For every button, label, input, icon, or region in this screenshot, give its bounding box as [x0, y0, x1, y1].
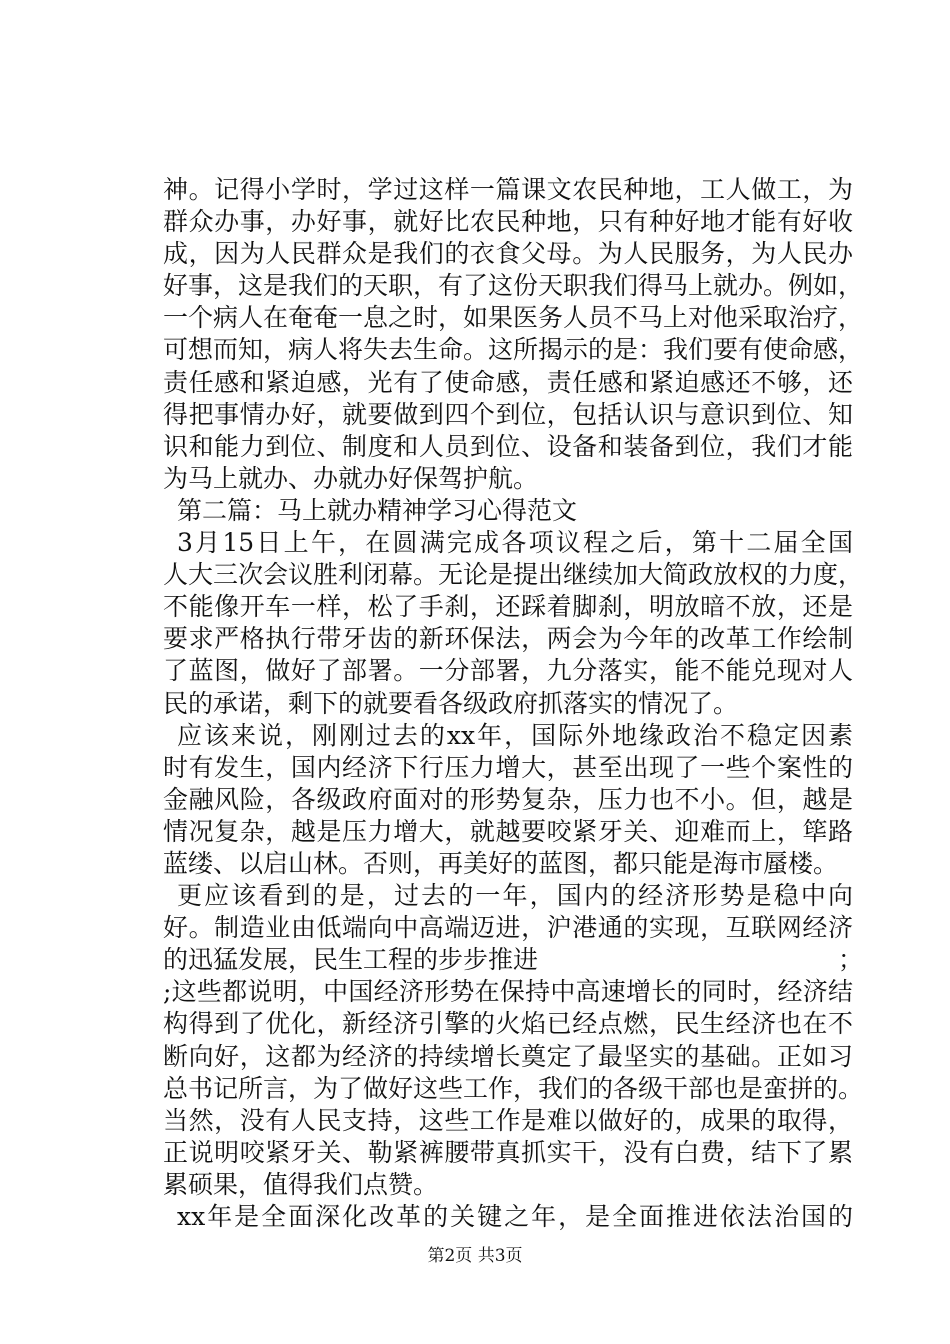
- text-line: 当然，没有人民支持，这些工作是难以做好的，成果的取得，: [163, 1105, 853, 1135]
- text-line: 的迅猛发展，民生工程的步步推进 ；: [163, 945, 864, 975]
- text-line: 正说明咬紧牙关、勒紧裤腰带真抓实干，没有白费，结下了累: [163, 1137, 853, 1167]
- text-line: 时有发生，国内经济下行压力增大，甚至出现了一些个案性的: [163, 752, 853, 782]
- text-line: 更应该看到的是，过去的一年，国内的经济形势是稳中向: [177, 881, 853, 911]
- text-line: xx年是全面深化改革的关键之年，是全面推进依法治国的: [177, 1202, 853, 1231]
- text-line: 人大三次会议胜利闭幕。无论是提出继续加大简政放权的力度，: [163, 560, 864, 590]
- text-line: 一个病人在奄奄一息之时，如果医务人员不马上对他采取治疗，: [163, 303, 864, 333]
- text-line: 3月15日上午，在圆满完成各项议程之后，第十二届全国: [177, 528, 853, 558]
- text-line: 为马上就办、办就办好保驾护航。: [163, 463, 539, 493]
- text-line: 民的承诺，剩下的就要看各级政府抓落实的情况了。: [163, 688, 739, 718]
- text-line: 了蓝图，做好了部署。一分部署，九分落实，能不能兑现对人: [163, 656, 853, 686]
- text-line: 蓝缕、以启山林。否则，再美好的蓝图，都只能是海市蜃楼。: [163, 848, 839, 878]
- text-line: 责任感和紧迫感，光有了使命感，责任感和紧迫感还不够，还: [163, 367, 853, 397]
- text-line: 可想而知，病人将失去生命。这所揭示的是：我们要有使命感，: [163, 335, 864, 365]
- text-line: 神。记得小学时，学过这样一篇课文农民种地，工人做工，为: [163, 175, 853, 204]
- text-line: ;这些都说明，中国经济形势在保持中高速增长的同时，经济结: [163, 977, 853, 1007]
- text-line: 要求严格执行带牙齿的新环保法，两会为今年的改革工作绘制: [163, 624, 853, 654]
- text-line: 好。制造业由低端向中高端迈进，沪港通的实现，互联网经济: [163, 913, 853, 943]
- text-line: 群众办事，办好事，就好比农民种地，只有种好地才能有好收: [163, 207, 853, 237]
- page-footer: 第2页 共3页: [427, 1246, 523, 1266]
- text-line: 断向好，这都为经济的持续增长奠定了最坚实的基础。正如习: [163, 1041, 853, 1071]
- text-line: 不能像开车一样，松了手刹，还踩着脚刹，明放暗不放，还是: [163, 592, 853, 622]
- document-body: [163, 174, 864, 1233]
- text-line: 得把事情办好，就要做到四个到位，包括认识与意识到位、知: [163, 399, 853, 429]
- text-line: 累硕果，值得我们点赞。: [163, 1169, 439, 1199]
- text-line: 成，因为人民群众是我们的衣食父母。为人民服务，为人民办: [163, 239, 853, 269]
- text-line: 构得到了优化，新经济引擎的火焰已经点燃，民生经济也在不: [163, 1009, 853, 1039]
- text-line: 好事，这是我们的天职，有了这份天职我们得马上就办。例如，: [163, 271, 864, 301]
- text-line: 情况复杂，越是压力增大，就越要咬紧牙关、迎难而上，筚路: [163, 816, 853, 846]
- text-line: 金融风险，各级政府面对的形势复杂，压力也不小。但，越是: [163, 784, 853, 814]
- text-line: 应该来说，刚刚过去的xx年，国际外地缘政治不稳定因素: [177, 720, 853, 750]
- text-line: 识和能力到位、制度和人员到位、设备和装备到位，我们才能: [163, 431, 853, 461]
- text-line: 总书记所言，为了做好这些工作，我们的各级干部也是蛮拼的。: [163, 1073, 864, 1103]
- section-heading: 第二篇：马上就办精神学习心得范文: [177, 495, 578, 525]
